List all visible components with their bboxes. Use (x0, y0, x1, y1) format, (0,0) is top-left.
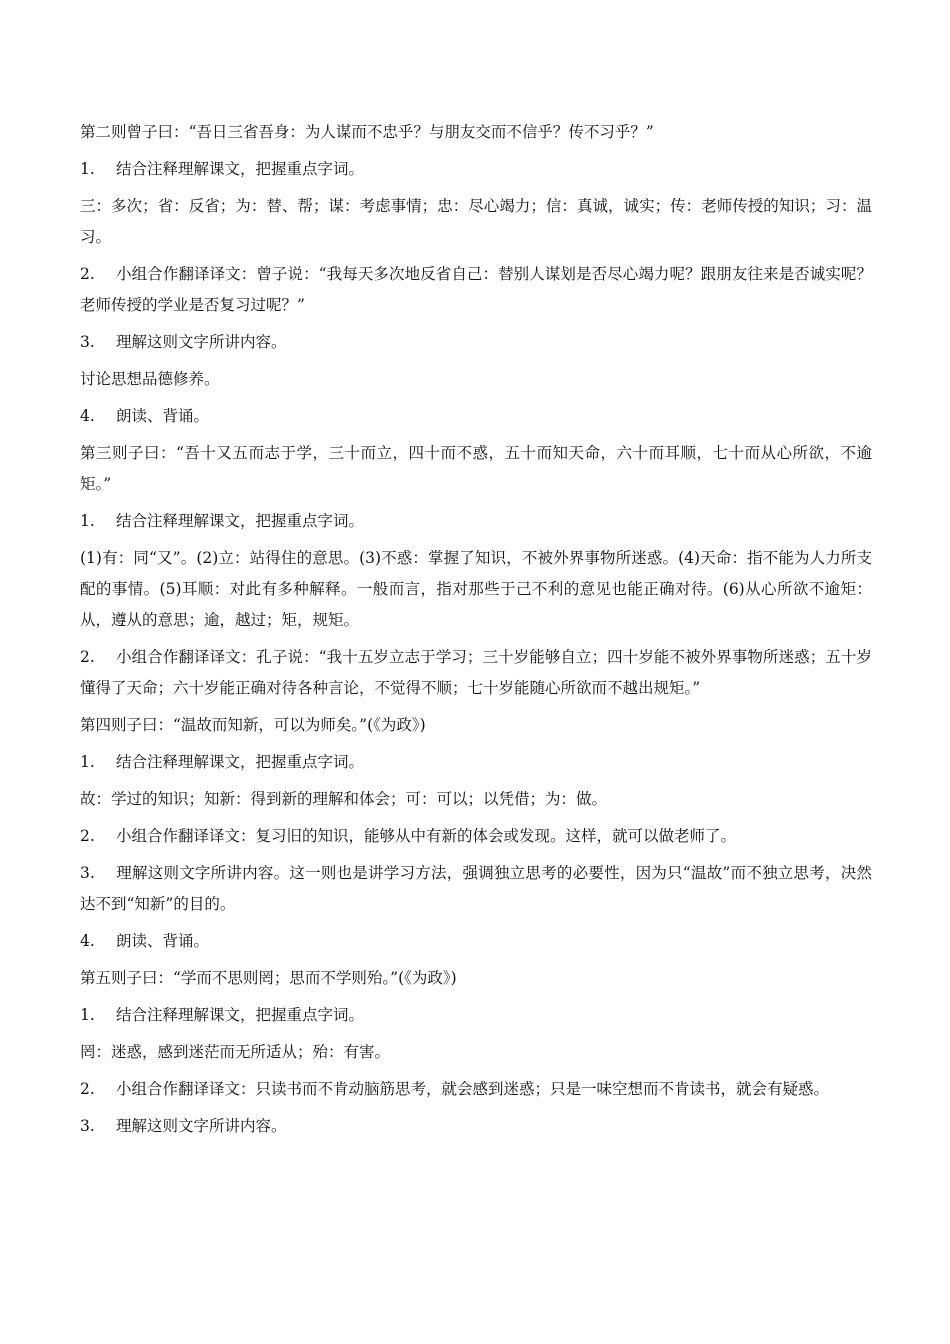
list-item (80, 401, 872, 432)
vocab-notes: (1)有：同“又”。(2)立：站得住的意思。(3)不惑：掌握了知识，不被外界事物所迷惑。(4)天命：指不能为人力所支配的事情。(5)耳顺：对此有多种解释。一般而言，指对那些于己不利的意见也能正确对待。(6)从心所欲不逾矩：从，遵从的意思；逾，越过；矩，规矩。 (80, 549, 872, 629)
discussion-text: 讨论思想品德修养。 (80, 370, 220, 388)
list-item (80, 747, 872, 778)
item-number: 1. (80, 512, 95, 530)
item-text: 结合注释理解课文，把握重点字词。 (116, 1006, 365, 1024)
document-body (80, 117, 872, 1148)
list-item (80, 154, 872, 185)
item-text: 结合注释理解课文，把握重点字词。 (116, 753, 365, 771)
item-text: 理解这则文字所讲内容。这一则也是讲学习方法，强调独立思考的必要性，因为只“温故”而不独立思考，决然达不到“知新”的目的。 (80, 864, 872, 913)
list-item (80, 327, 872, 358)
item-number: 1. (80, 160, 95, 178)
item-number: 3. (80, 864, 95, 882)
item-text: 朗读、背诵。 (116, 932, 210, 950)
item-number: 1. (80, 753, 95, 771)
list-item (80, 926, 872, 957)
vocab-notes: 三：多次；省：反省；为：替、帮；谋：考虑事情；忠：尽心竭力；信：真诚，诚实；传：老师传授的知识；习：温习。 (80, 197, 872, 246)
list-item (80, 1074, 872, 1105)
item-text: 结合注释理解课文，把握重点字词。 (116, 160, 365, 178)
list-item (80, 1111, 872, 1142)
vocab-notes: 罔：迷惑，感到迷茫而无所适从；殆：有害。 (80, 1043, 391, 1061)
item-number: 2. (80, 648, 95, 666)
item-text: 小组合作翻译译文：复习旧的知识，能够从中有新的体会或发现。这样，就可以做老师了。 (116, 827, 737, 845)
item-text: 朗读、背诵。 (116, 407, 210, 425)
item-number: 3. (80, 333, 95, 351)
item-text: 理解这则文字所讲内容。 (116, 1117, 287, 1135)
item-text: 小组合作翻译译文：孔子说：“我十五岁立志于学习；三十岁能够自立；四十岁能不被外界事物所迷惑；五十岁懂得了天命；六十岁能正确对待各种言论，不觉得不顺；七十岁能随心所欲而不越出规矩。” (80, 648, 872, 697)
list-item (80, 259, 872, 321)
vocab-notes: 故：学过的知识；知新：得到新的理解和体会；可：可以；以凭借；为：做。 (80, 790, 608, 808)
item-number: 1. (80, 1006, 95, 1024)
item-number: 3. (80, 1117, 95, 1135)
list-item (80, 506, 872, 537)
item-text: 小组合作翻译译文：只读书而不肯动脑筋思考，就会感到迷惑；只是一味空想而不肯读书，就会有疑惑。 (116, 1080, 830, 1098)
list-item (80, 642, 872, 704)
item-text: 理解这则文字所讲内容。 (116, 333, 287, 351)
list-item (80, 858, 872, 920)
item-number: 4. (80, 407, 95, 425)
heading-rule-5: 第五则子曰：“学而不思则罔；思而不学则殆。”(《为政》) (80, 969, 457, 987)
item-text: 小组合作翻译译文：曾子说：“我每天多次地反省自己：替别人谋划是否尽心竭力呢？跟朋友往来是否诚实呢？老师传授的学业是否复习过呢？” (80, 265, 872, 314)
list-item (80, 821, 872, 852)
item-text: 结合注释理解课文，把握重点字词。 (116, 512, 365, 530)
item-number: 2. (80, 827, 95, 845)
item-number: 2. (80, 265, 95, 283)
heading-rule-2: 第二则曾子曰：“吾日三省吾身：为人谋而不忠乎？与朋友交而不信乎？传不习乎？” (80, 123, 654, 141)
heading-rule-3: 第三则子曰：“吾十又五而志于学，三十而立，四十而不惑，五十而知天命，六十而耳顺，七十而从心所欲，不逾矩。” (80, 444, 872, 493)
heading-rule-4: 第四则子曰：“温故而知新，可以为师矣。”(《为政》) (80, 716, 426, 734)
item-number: 2. (80, 1080, 95, 1098)
item-number: 4. (80, 932, 95, 950)
list-item (80, 1000, 872, 1031)
